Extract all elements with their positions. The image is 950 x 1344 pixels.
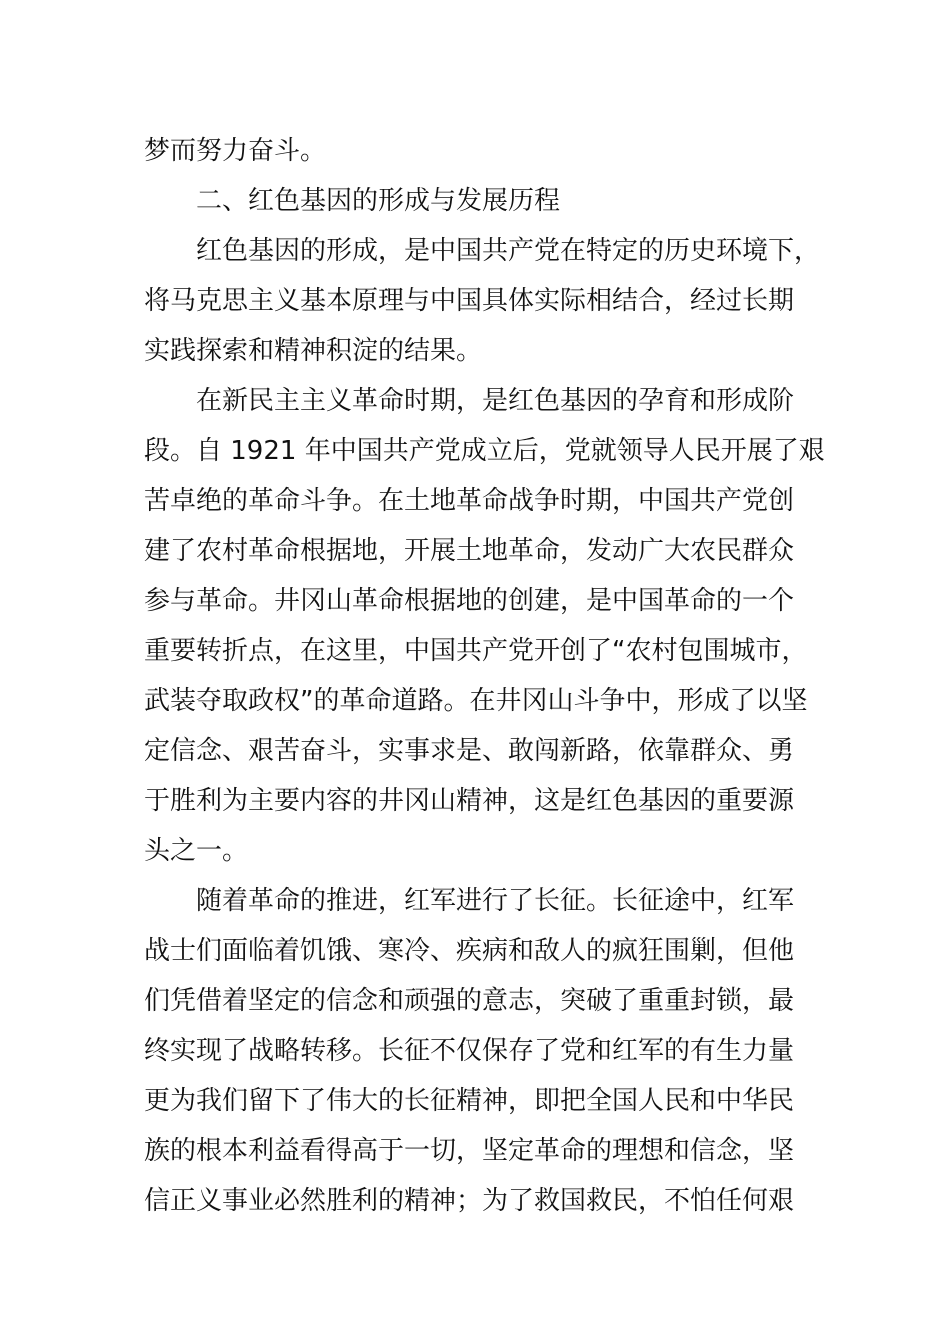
text-line: 随着革命的推进，红军进行了长征。长征途中，红军 bbox=[196, 886, 795, 916]
text-line: 在新民主主义革命时期，是红色基因的孕育和形成阶 bbox=[196, 386, 795, 416]
text-line: 建了农村革命根据地，开展土地革命，发动广大农民群众 bbox=[144, 536, 795, 566]
section-heading: 二、红色基因的形成与发展历程 bbox=[196, 186, 561, 216]
text-line: 梦而努力奋斗。 bbox=[144, 136, 327, 166]
text-line: 武装夺取政权”的革命道路。在井冈山斗争中，形成了以坚 bbox=[144, 686, 808, 716]
text-line: 于胜利为主要内容的井冈山精神，这是红色基因的重要源 bbox=[144, 786, 795, 816]
text-line: 信正义事业必然胜利的精神；为了救国救民，不怕任何艰 bbox=[144, 1186, 795, 1216]
text-line: 将马克思主义基本原理与中国具体实际相结合，经过长期 bbox=[144, 286, 795, 316]
text-line: 重要转折点，在这里，中国共产党开创了“农村包围城市， bbox=[144, 636, 808, 666]
text-line: 段。自 1921 年中国共产党成立后，党就领导人民开展了艰 bbox=[144, 436, 825, 466]
body-text bbox=[144, 126, 825, 1226]
text-line: 定信念、艰苦奋斗，实事求是、敢闯新路，依靠群众、勇 bbox=[144, 736, 795, 766]
text-line: 苦卓绝的革命斗争。在土地革命战争时期，中国共产党创 bbox=[144, 486, 795, 516]
text-line: 实践探索和精神积淀的结果。 bbox=[144, 336, 483, 366]
text-line: 参与革命。井冈山革命根据地的创建，是中国革命的一个 bbox=[144, 586, 795, 616]
text-line: 战士们面临着饥饿、寒冷、疾病和敌人的疯狂围剿，但他 bbox=[144, 936, 795, 966]
text-line: 终实现了战略转移。长征不仅保存了党和红军的有生力量 bbox=[144, 1036, 795, 1066]
text-line: 们凭借着坚定的信念和顽强的意志，突破了重重封锁，最 bbox=[144, 986, 795, 1016]
text-line: 更为我们留下了伟大的长征精神，即把全国人民和中华民 bbox=[144, 1086, 795, 1116]
text-line: 族的根本利益看得高于一切，坚定革命的理想和信念，坚 bbox=[144, 1136, 795, 1166]
text-line: 红色基因的形成，是中国共产党在特定的历史环境下， bbox=[196, 236, 821, 266]
text-line: 头之一。 bbox=[144, 836, 249, 866]
